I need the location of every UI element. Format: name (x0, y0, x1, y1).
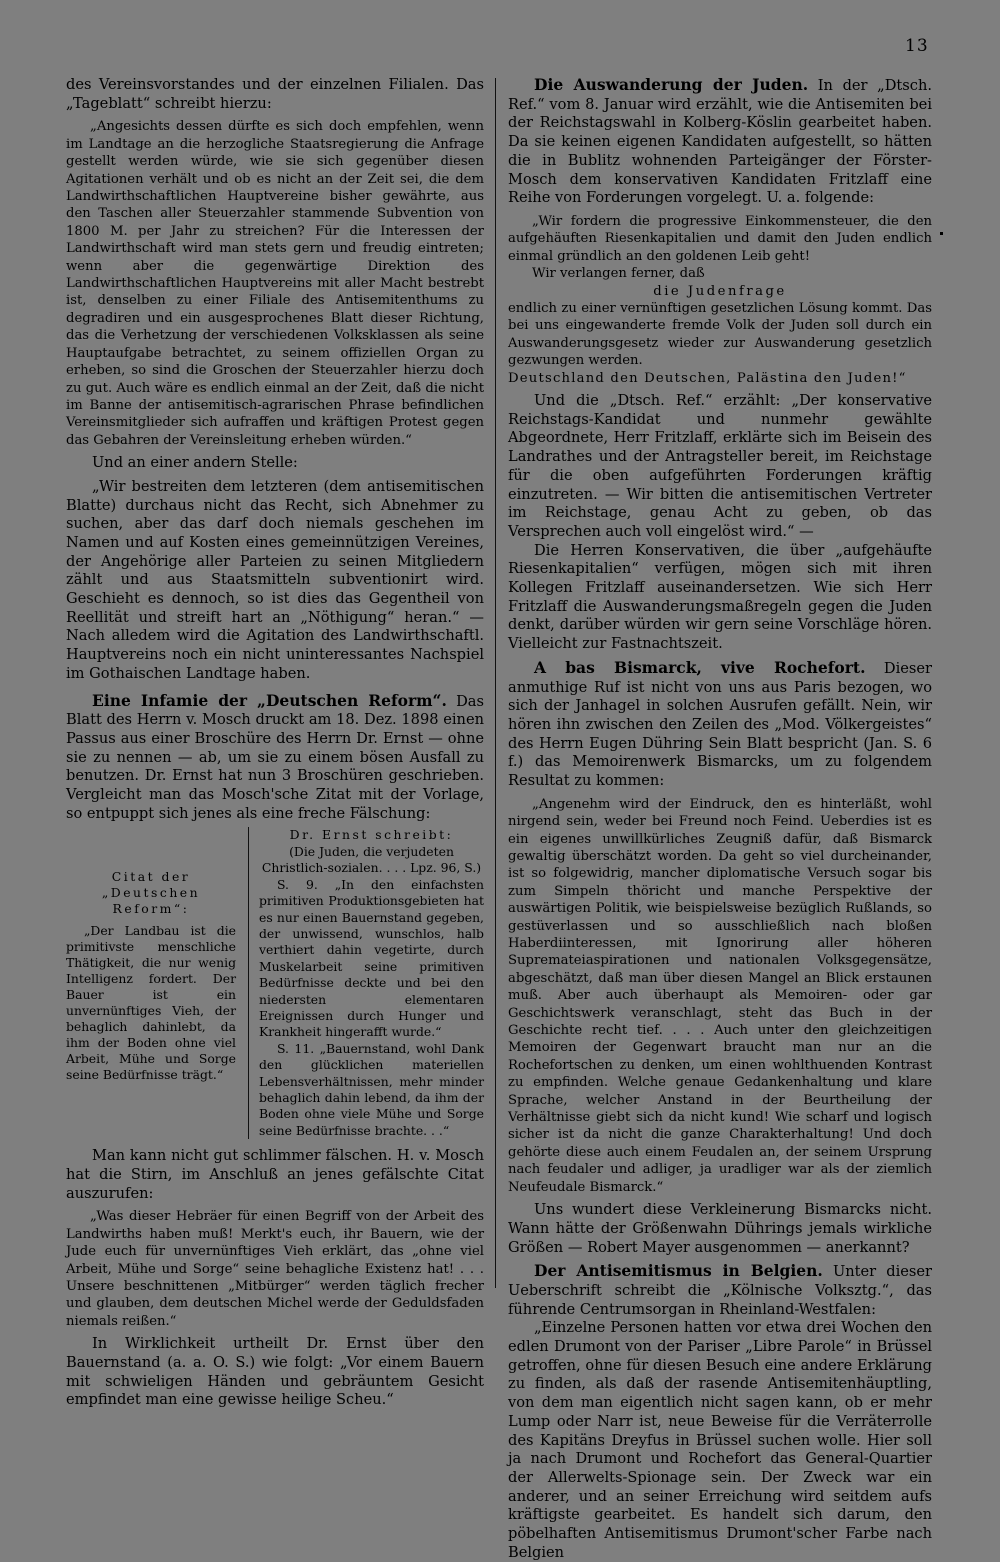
right-paragraph-3: Die Herren Konservativen, die über „aufgehäufte Riesenkapitalien“ verfügen, mögen sich mit ihren Kollegen Fritzlaff auseinandersetzen. Wie sich Herr Fritzlaff die Auswanderungsmaßregeln gegen die Juden denkt, darüber würden wir gern seine Vorschläge hören. Vielleicht zur Fastnachtszeit. (508, 541, 932, 653)
right-paragraph-2: Und die „Dtsch. Ref.“ erzählt: „Der konservative Reichstags-Kandidat und nunmehr gewählte Abgeordnete, Herr Fritzlaff, erklärte sich im Beisein des Landrathes und der Antragsteller bereit, im Reichstage für die oben aufgeführten Forderungen kräftig einzutreten. — Wir bitten die antisemitischen Vertreter im Reichstage, genau Acht zu geben, ob das Versprechen auch voll eingelöst wird.“ — (508, 391, 932, 540)
right-column (508, 76, 932, 1562)
comparison-right (248, 827, 484, 1139)
page-number: 13 (905, 36, 929, 56)
section-heading-belgien: Der Antisemitismus in Belgien. (534, 1261, 823, 1281)
comparison-left (66, 827, 248, 1139)
right-quote-1e: Deutschland den Deutschen, Palästina den Juden!“ (508, 370, 907, 386)
right-quote-1c: die Judenfrage (653, 283, 787, 299)
section-heading-bismarck: A bas Bismarck, vive Rochefort. (534, 657, 866, 677)
comparison-right-s11: S. 11. „Bauernstand, wohl Dank den glücklichen materiellen Lebensverhältnissen, mehr minder behaglich dahin lebend, da ihm der Boden ohne viele Mühe und Sorge seine Bedürfnisse brachte. . .“ (259, 1040, 484, 1138)
comparison-table (66, 827, 484, 1139)
left-paragraph-4: Man kann nicht gut schlimmer fälschen. H. v. Mosch hat die Stirn, im Anschluß an jenes gefälschte Citat auszurufen: (66, 1147, 484, 1202)
section-heading-infamie: Eine Infamie der „Deutschen Reform“. (92, 690, 447, 710)
left-paragraph-5: In Wirklichkeit urtheilt Dr. Ernst über den Bauernstand (a. a. O. S.) wie folgt: „Vor einem Bauern mit schwieligen Händen und gebräuntem Gesicht empfindet man eine gewisse heilige Scheu.“ (66, 1335, 484, 1409)
right-paragraph-4: Dieser anmuthige Ruf ist nicht von uns aus Paris bezogen, wo sich der Janhagel in solchen Ausrufen gefällt. Nein, wir hören ihn zwischen den Zeilen des „Mod. Völkergeistes“ des Herrn Eugen Dühring Sein Blatt bespricht (Jan. S. 6 f.) das Memoirenwerk Bismarcks, um zu folgendem Resultat zu kommen: (508, 659, 933, 790)
right-paragraph-1: In der „Dtsch. Ref.“ vom 8. Januar wird erzählt, wie die Antisemiten bei der Reichstagswahl in Kolberg-Köslin gearbeitet haben. Da sie keinen eigenen Kandidaten aufgestellt, so hätten die in Bublitz wohnenden Parteigänger der Förster-Mosch dem konservativen Kandidaten Fritzlaff eine Reihe von Forderungen vorgelegt. U. a. folgende: (508, 77, 932, 207)
right-paragraph-6: Unter dieser Ueberschrift schreibt die „Kölnische Volksztg.“, das führende Centrumsorgan in Rheinland-Westfalen: (508, 1263, 933, 1318)
left-column (66, 76, 484, 1410)
left-quote-3: „Was dieser Hebräer für einen Begriff von der Arbeit des Landwirths haben muß! Merkt's euch, ihr Bauern, wie der Jude euch für unvernünftiges Vieh erklärt, das „ohne viel Arbeit, Mühe und Sorge“ seine behagliche Existenz hat! . . . Unsere beschnittenen „Mitbürger“ werden täglich frecher und glauben, dem deutschen Michel werde der Geduldsfaden niemals reißen.“ (66, 1209, 484, 1329)
left-paragraph-1: des Vereinsvorstandes und der einzelnen Filialen. Das „Tageblatt“ schreibt hierzu: (66, 76, 484, 112)
left-quote-1: „Angesichts dessen dürfte es sich doch empfehlen, wenn im Landtage an die herzogliche Staatsregierung die Anfrage gestellt werden würde, wie sie sich gegenüber diesen Agitationen verhält und ob es nicht an der Zeit sei, die dem Landwirthschaftlichen Hauptvereine bisher gewährte, aus den Taschen aller Steuerzahler stammende Subvention von 1800 M. per Jahr zu streichen? Für die Interessen der Landwirthschaft wird man stets gern und freudig eintreten; wenn aber die gegenwärtige Direktion des Landwirthschaftlichen Hauptvereins mit aller Macht bestrebt ist, denselben zu einer Filiale des Antisemitenthums zu degradiren und ein ausgesprochenes Blatt dieser Richtung, das die Verhetzung der verschiedenen Volksklassen als seine Hauptaufgabe betrachtet, zu seinem offiziellen Organ zu erheben, so sind die Groschen der Steuerzahler hierzu doch zu gut. Auch wäre es endlich einmal an der Zeit, daß die nicht im Banne der antisemitisch-agrarischen Phrase befindlichen Vereinsmitglieder sich aufraffen und kräftigen Protest gegen das Gebahren der Vereinsleitung erheben würden.“ (66, 119, 484, 448)
left-quote-2: „Wir bestreiten dem letzteren (dem antisemitischen Blatte) durchaus nicht das Recht, sich Abnehmer zu suchen, aber das darf doch niemals geschehen im Namen und auf Kosten eines gemeinnützigen Vereines, der Angehörige aller Parteien zu seinen Mitgliedern zählt und aus Staatsmitteln subventionirt wird. Geschieht es dennoch, so ist dies das Gegentheil von Reellität und streift hart an „Nöthigung“ heran.“ — Nach alledem wird die Agitation des Landwirthschaftl. Hauptvereins noch ein nicht uninteressantes Nachspiel im Gothaischen Landtage haben. (66, 477, 484, 682)
right-quote-3: „Einzelne Personen hatten vor etwa drei Wochen den edlen Drumont von der Pariser „Libre Parole“ in Brüssel getroffen, ohne für diesen Besuch eine andere Erklärung zu finden, als daß der rasende Antisemitenhäuptling, von dem man eigentlich nicht sagen kann, ob er mehr Lump oder Narr ist, neue Beweise für die Verräterrolle des Kapitäns Dreyfus in Brüssel suchen wolle. Hier soll ja nach Drumont und Rochefort das General-Quartier der Allerwelts-Spionage sein. Der Zweck war ein anderer, und an seiner Erreichung wird seitdem aufs kräftigste gearbeitet. Es handelt sich darum, den pöbelhaften Antisemitismus Drumont'scher Farbe nach Belgien (508, 1319, 932, 1561)
right-paragraph-5: Uns wundert diese Verkleinerung Bismarcks nicht. Wann hätte der Größenwahn Dührings jemals wirkliche Größen — Robert Mayer ausgenommen — anerkannt? (508, 1201, 932, 1256)
print-speck (940, 232, 943, 235)
left-paragraph-3: Das Blatt des Herrn v. Mosch druckt am 18. Dez. 1898 einen Passus aus einer Broschüre des Herrn Dr. Ernst — ohne sie zu nennen — ab, um sie zu einem bösen Ausfall zu benutzen. Dr. Ernst hat nun 3 Broschüren geschrieben. Vergleicht man das Mosch'sche Zitat mit der Vorlage, so entpuppt sich jenes als eine freche Fälschung: (66, 692, 484, 822)
comparison-left-title: Citat der „Deutschen Reform“: (101, 869, 201, 917)
right-quote-1: „Wir fordern die progressive Einkommensteuer, die den aufgehäuften Riesenkapitalien und damit den Juden endlich einmal gründlich an den goldenen Leib geht! (508, 213, 932, 264)
comparison-right-title: Dr. Ernst schreibt: (289, 827, 454, 843)
left-paragraph-2: Und an einer andern Stelle: (92, 454, 298, 472)
right-quote-1d: endlich zu einer vernünftigen gesetzlichen Lösung kommt. Das bei uns eingewanderte fremde Volk der Juden soll durch ein Auswanderungsgesetz wieder zur Auswanderung gesetzlich gezwungen werden. (508, 300, 932, 369)
comparison-right-source: (Die Juden, die verjudeten Christlich-sozialen. . . . Lpz. 96, S.) (261, 843, 482, 876)
section-heading-auswanderung: Die Auswanderung der Juden. (534, 75, 809, 94)
column-divider (495, 78, 496, 1288)
comparison-left-text: „Der Landbau ist die primitivste menschliche Thätigkeit, die nur wenig Intelligenz fordert. Der Bauer ist ein unvernünftiges Vieh, der behaglich dahinlebt, da ihm der Boden ohne viel Arbeit, Mühe und Sorge seine Bedürfnisse trägt.“ (66, 923, 236, 1083)
comparison-right-s9: S. 9. „In den einfachsten primitiven Produktionsgebieten hat es nur einen Bauernstand gegeben, der unwissend, wunschlos, halb verthiert dahin vegetirte, durch Muskelarbeit seine primitiven Bedürfnisse deckte und bei den niedersten elementaren Ereignissen durch Hunger und Krankheit hingerafft wurde.“ (259, 876, 484, 1040)
right-quote-1b: Wir verlangen ferner, daß (532, 266, 705, 282)
right-quote-2: „Angenehm wird der Eindruck, den es hinterläßt, wohl nirgend sein, weder bei Freund noch Feind. Ueberdies ist es ein eigenes unwillkürliches Zeugniß dafür, daß Bismarck gewaltig überschätzt worden. Da geht so viel durcheinander, ist so folgewidrig, mancher diplomatische Versuch sogar bis zum Simpeln thöricht und manche Perspektive der auswärtigen Politik, wie beispielsweise bezüglich Rußlands, so gestüverlassen und so ausschließlich nach bloßen Haberdiinteressen, mit Ignorirung aller höheren Supremateiaspirationen und nationalen Volksgegensätze, abgeschätzt, daß man über diesen Mangel an Blick erstaunen muß. Aber auch überhaupt als Memoiren- oder gar Geschichtswerk veranschlagt, steht das Buch in der Geschichte recht tief. . . . Auch unter den gleichzeitigen Memoiren der Gegenwart braucht man nur an die Rochefortschen zu denken, um einen wohlthuenden Kontrast zu empfinden. Welche genaue Gedankenhaltung und klare Sprache, welcher Anstand in der Beurtheilung der Verhältnisse giebt sich da nicht kund! Wie scharf und logisch sicher ist da nicht die ganze Charakterhaltung! Und doch gehörte diese auch einem Feudalen an, der seinem Ursprung nach feudaler und adliger, ja uradliger war als der ziemlich Neufeudale Bismarck.“ (508, 796, 932, 1195)
